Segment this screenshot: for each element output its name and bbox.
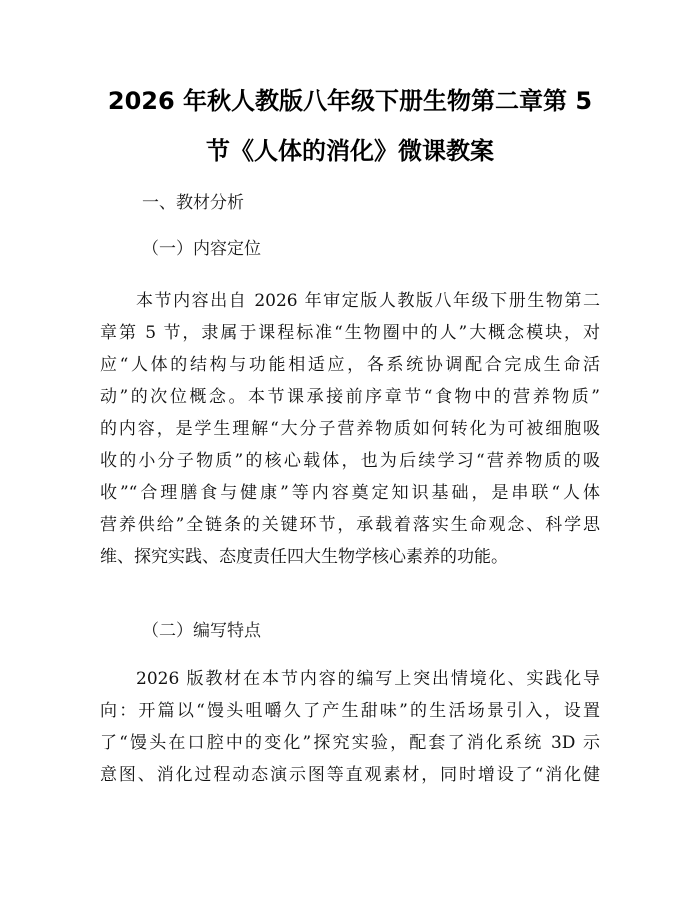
subsection-heading-writing-features: （二）编写特点: [142, 621, 261, 641]
paragraph-line: 收的小分子物质”的核心载体，也为后续学习“营养物质的吸: [100, 451, 600, 471]
paragraph-line: 本节内容出自 2026 年审定版人教版八年级下册生物第二: [136, 291, 600, 311]
paragraph-line: 意图、消化过程动态演示图等直观素材，同时增设了“消化健: [100, 765, 600, 785]
section-heading-textbook-analysis: 一、教材分析: [142, 193, 244, 213]
subsection-heading-content-positioning: （一）内容定位: [142, 239, 261, 259]
paragraph-line: 应“人体的结构与功能相适应，各系统协调配合完成生命活: [100, 355, 600, 375]
paragraph-line: 营养供给”全链条的关键环节，承载着落实生命观念、科学思: [100, 515, 600, 535]
document-title-line-1: 2026 年秋人教版八年级下册生物第二章第 5: [107, 87, 593, 115]
paragraph-line: 2026 版教材在本节内容的编写上突出情境化、实践化导: [136, 669, 600, 689]
paragraph-line: 维、探究实践、态度责任四大生物学核心素养的功能。: [100, 547, 508, 567]
document-title-line-2: 节《人体的消化》微课教案: [206, 137, 494, 165]
paragraph-line: 向：开篇以“馒头咀嚼久了产生甜味”的生活场景引入，设置: [100, 701, 600, 721]
paragraph-content-positioning: [100, 285, 600, 573]
paragraph-line: 了“馒头在口腔中的变化”探究实验，配套了消化系统 3D 示: [100, 733, 600, 753]
paragraph-line: 动”的次位概念。本节课承接前序章节“食物中的营养物质”: [100, 387, 600, 407]
paragraph-line: 收”“合理膳食与健康”等内容奠定知识基础，是串联“人体: [100, 483, 600, 503]
paragraph-line: 章第 5 节，隶属于课程标准“生物圈中的人”大概念模块，对: [100, 323, 600, 343]
paragraph-writing-features: [100, 663, 600, 791]
paragraph-line: 的内容，是学生理解“大分子营养物质如何转化为可被细胞吸: [100, 419, 600, 439]
